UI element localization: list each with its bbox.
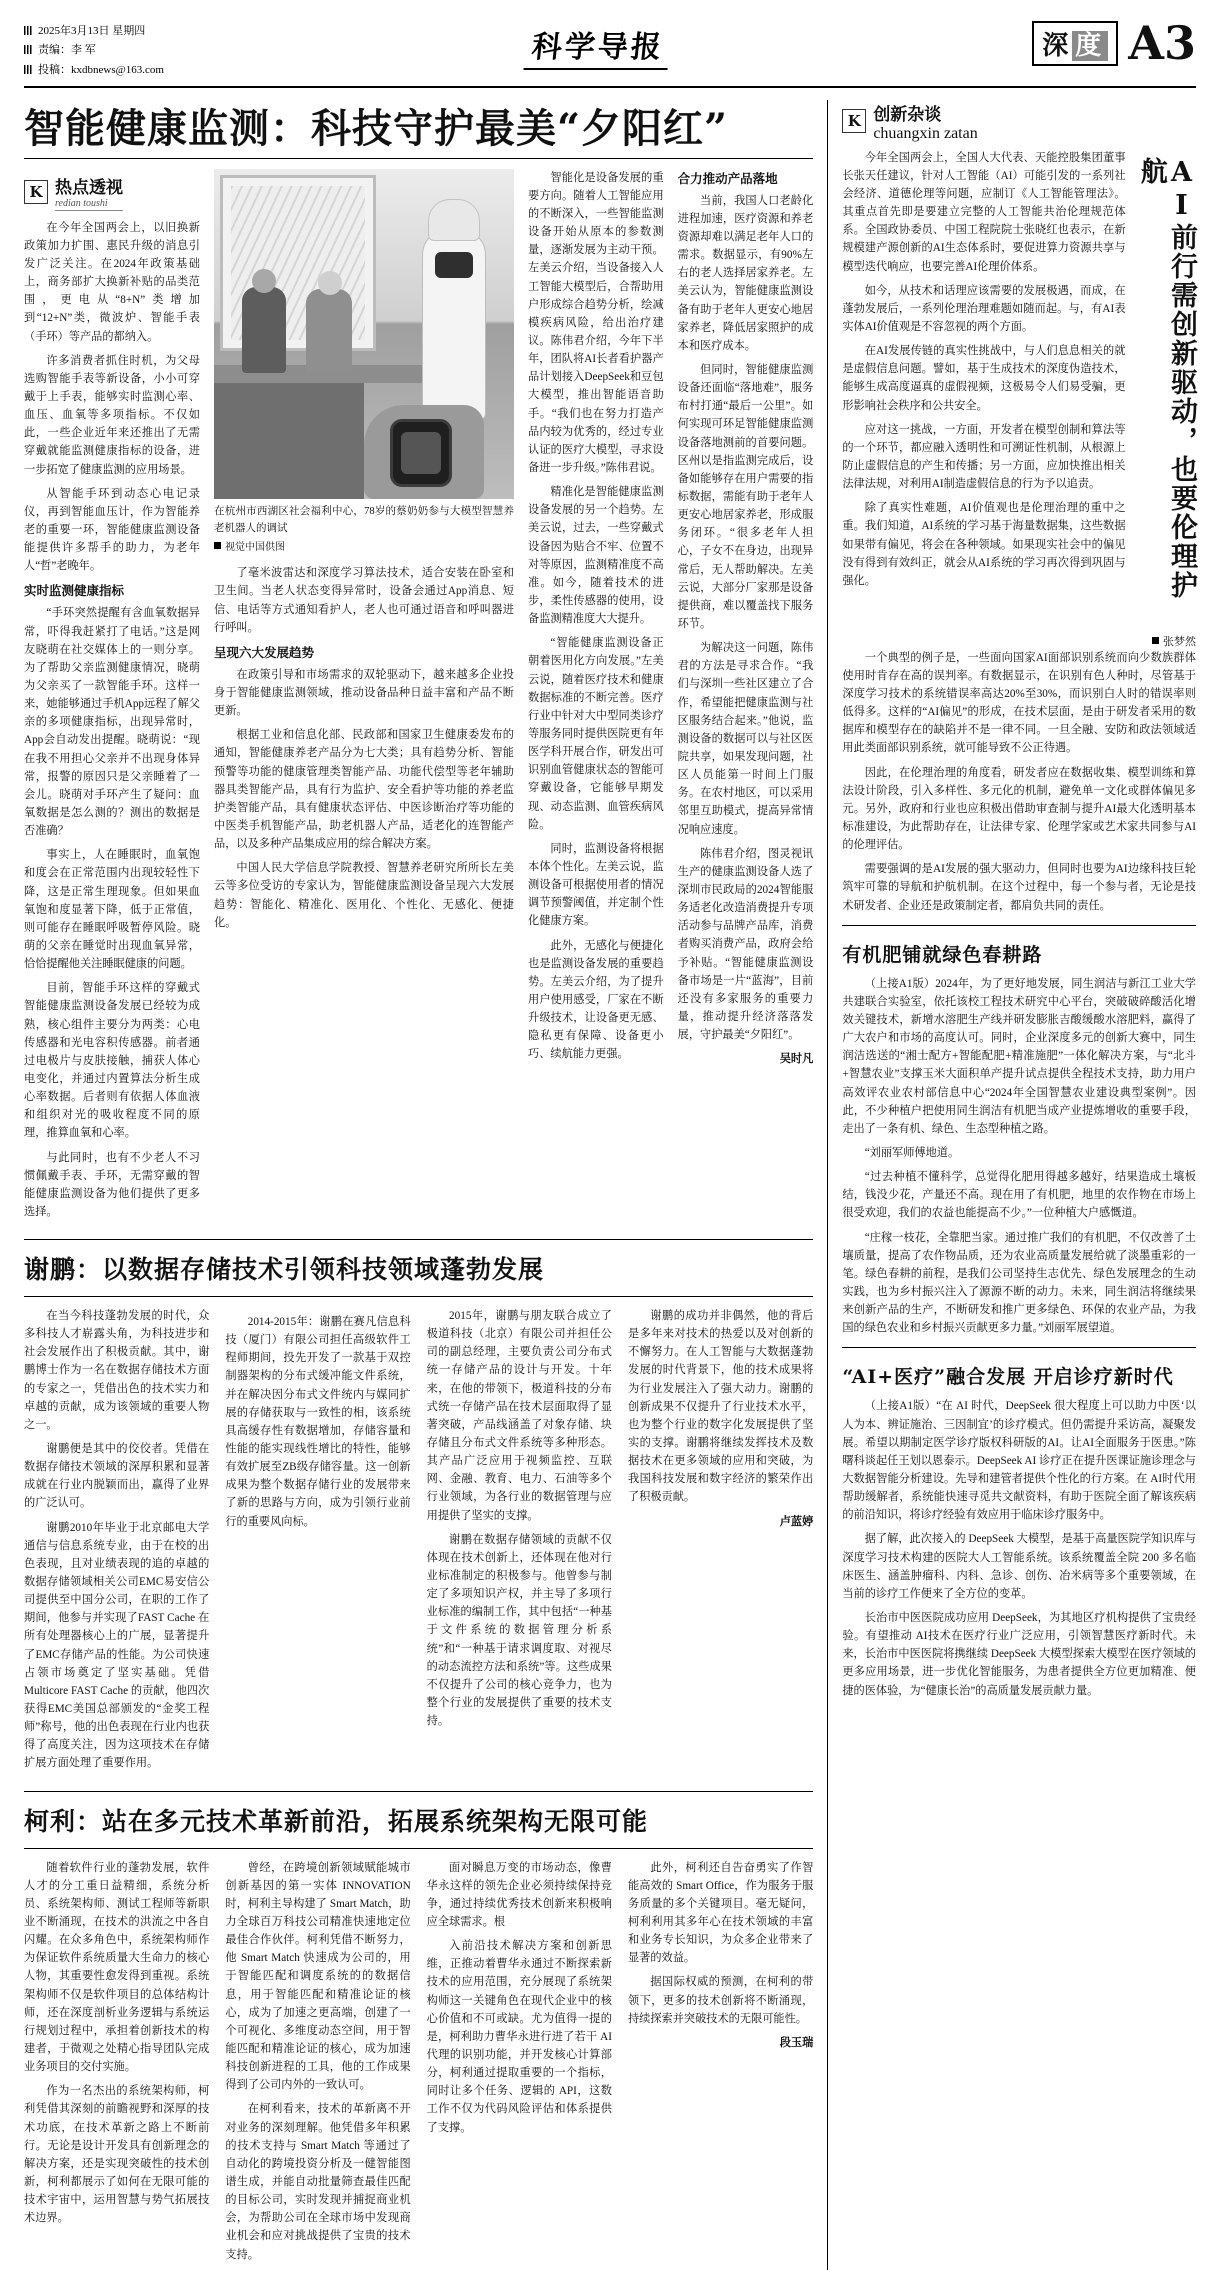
paragraph: 智能化是设备发展的重要方向。随着人工智能应用的不断深入，一些智能监测设备开始从原本的参数测量，逐渐发展为主动干预。左美云介绍，当设备接入人工智能大模型后，合帮助用户形成综合趋势分析，绘减模疾病风险，给出治疗建议。陈伟君介绍，今年下半年，团队将AI长者看护器产品计划接入DeepSeek和豆包大模型，推出智能语音助手。“我们也在努力打造产品内较为优秀的，经过专业认证的医疗大模型，寻求设备进一步升级。”陈伟君说。 xyxy=(528,171,664,474)
keli-col-4 xyxy=(628,1859,813,2270)
lead-col-2 xyxy=(214,169,514,1227)
kicker-pinyin: redian toushi xyxy=(55,198,123,211)
paragraph: 在今年全国两会上，以旧换新政策加力扩围、惠民升级的消息引发广泛关注。在2024年政策基础上，商务部扩大换新补贴的品类范围，更电从“8+N”类增加到“12+N”类，微波炉、智能手表（手环）等产品的都纳入。 xyxy=(24,221,200,343)
paragraph: “智能健康监测设备正朝着医用化方向发展。”左美云说，随着医疗技术和健康数据标准的不断完善。医疗行业中针对大中型同类诊疗等服务同时提供医院更有年医学科开展合作，研发出可识别血管健康状态的智能可穿戴设备，它能够早期发现、动态监测、血管疾病风险。 xyxy=(528,637,664,831)
section-badge: 深 度 xyxy=(1032,21,1118,66)
paragraph: 随着软件行业的蓬勃发展，软件人才的分工重日益精细，系统分析员、系统架构师、测试工程师等新职业不断涌现，在技术的洪流之中各自闪耀。在众多角色中，系统架构师作为保证软件系统质量大生命力的核心人物，其重要性愈发得到重视。系统架构师不仅是软件项目的总体结构计师，还在深度剖析业务逻辑与系统运行规划过程中，承担着创新技术的构建者，于微观之处精心指导团队完成业务项目的交付实施。 xyxy=(24,1861,210,2074)
paragraph: 在当今科技蓬勃发展的时代，众多科技人才崭露头角，为科技进步和社会发展作出了积极贡献。其中，谢鹏博士作为一名在数据存储技术方面的专家之一，凭借出色的技术实力和卓越的贡献，成为该领域的重要人物之一。 xyxy=(24,1310,210,1431)
keli-byline: 段玉瑞 xyxy=(779,2036,814,2049)
page-number: A3 xyxy=(1128,16,1196,70)
paragraph: 中国人民大学信息学院教授、智慧养老研究所所长左美云等多位受访的专家认为，智能健康监测设备呈现六大发展趋势：智能化、精准化、医用化、个性化、无感化、便捷化。 xyxy=(214,862,514,929)
paragraph: 据国际权威的预测，在柯利的带领下，更多的技术创新将不断涌现，持续探索并突破技术的无限可能性。 xyxy=(627,1976,814,2025)
lead-col-1 xyxy=(24,169,200,1227)
subheading: 合力推动产品落地 xyxy=(677,170,778,186)
paragraph: 与此同时，也有不少老人不习惯佩戴手表、手环，无需穿戴的智能健康监测设备为他们提供了更多选择。 xyxy=(24,1151,200,1218)
paragraph: 在AI发展传链的真实性挑战中，与人们息息相关的就是虚假信息问题。譬如，基于生成技术的深度伪造技术，能够生成高度逼真的虚假视频，这极易令人们易受骗，更形影响社会秩序和公共安全。 xyxy=(842,345,1126,412)
innovation-article xyxy=(842,149,1196,627)
masthead-date: 2025年3月13日 星期四 xyxy=(38,25,146,37)
lead-photo xyxy=(214,169,514,499)
masthead xyxy=(24,18,1196,88)
paragraph: 同时，监测设备将根据本体个性化。左美云说，监测设备可根据使用者的情况调节预警阈值，并定制个性化健康方案。 xyxy=(528,842,664,928)
masthead-logo-wrap xyxy=(164,18,1032,70)
paragraph: 需要强调的是AI发展的强大驱动力，但同时也要为AI边缘科技巨轮筑牢可靠的导航和护航机制。在这个过程中，每一个参与者，无论是技术研发者、企业还是政策制定者，都肩负共同的责任。 xyxy=(842,863,1196,912)
paragraph: 据了解，此次接入的 DeepSeek 大模型，是基于高量医院学知识库与深度学习技术构建的医院大人工智能系统。该系统覆盖全院 200 多名临床医生、涵盖肿瘤科、内科、急诊、创伤、冶米病等多个重要领域，在当前的诊疗工作便来了全方位的变革。 xyxy=(842,1533,1196,1600)
lead-col-3-4 xyxy=(528,169,813,1227)
paragraph: 除了真实性难题，AI价值观也是伦理治理的重中之重。我们知道，AI系统的学习基于海量数据集，这些数据如果带有偏见，将会在各种领域。如果现实社会中的偏见没有得到有效纠正，就会从AI系统的学习再次得到巩固与强化。 xyxy=(842,502,1126,587)
paragraph: “过去种植不懂科学，总觉得化肥用得越多越好，结果造成土壤板结，钱没少花，产量还不高。现在用了有机肥，地里的农作物在市场上很受欢迎，我们的农益也能提高不少。”一位种植大户感慨道。 xyxy=(842,1171,1196,1220)
paragraph: 谢鹏在数据存储领域的贡献不仅体现在技术创新上，还体现在他对行业标准制定的积极参与。他曾参与制定了多项知识产权，并主导了多项行业标准的编制工作，其中包括“一种基于文件系统的数据管理分析系统”和“一种基于请求调度取、对视尽的动态流控方法和系统”等。这些成果不仅提升了公司的核心竞争力，也为整个行业的发展提供了重要的技术支持。 xyxy=(426,1533,612,1728)
newspaper-logo: 科学导报 xyxy=(524,22,673,70)
section-divider xyxy=(842,1347,1196,1348)
paragraph: 谢鹏便是其中的佼佼者。凭借在数据存储技术领域的深厚积累和显著成就在行业内脱颖而出，赢得了业界的广泛认可。 xyxy=(24,1443,210,1510)
paragraph: 但同时，智能健康监测设备还面临“落地难”，服务布村打通“最后一公里”。如何实现可环足智能健康监测设备落地测前的首要问题。区州以是指监测完成后，设备如能够存在用户需要的指标数据，需能有助于老年人更安心地居家养老，形成服务闭环。“很多老年人担心，子女不在身边，出现异常后，无人帮助解决。左美云说，大部分厂家那是设备提供商，难以覆盖找下服务环节。 xyxy=(677,364,814,630)
paragraph: 了毫米波雷达和深度学习算法技术，适合安装在卧室和卫生间。当老人状态变得异常时，设备会通过App消息、短信、电话等方式通知看护人，老人也可通过语音和呼叫器进行呼叫。 xyxy=(214,567,514,634)
kicker-title: 热点透视 xyxy=(55,177,123,198)
xiepeng-col-3 xyxy=(427,1307,612,1779)
paragraph: 曾经，在跨境创新领域赋能城市创新基因的第一实体 INNOVATION 时，柯利主导构建了 Smart Match，助力全球百万科技公司精准快速地定位最佳合作伙伴。柯利凭借不断努力，他 Smart Match 快速成为公司的，用于智能匹配和调度系统的的数据信息，用于智能匹配和精准论证的核心，成为了加速之更高端，创建了一个可视化、多维度动态空间，用于智能匹配和精准论证的核心，成为加速科技创新进程的工具，他的工作成果得到了公司内外的一致认可。 xyxy=(225,1861,411,2092)
paragraph: 长治市中医医院成功应用 DeepSeek，为其地区疗机构提供了宝贵经验。有望推动 AI技术在医疗行业广泛应用，引领智慧医疗新时代。未来，长治市中医医院将携继续 DeepSeek 大模型探索大模型在医疗领域的更多应用场景，进一步优化智能服务，为患者提供全方位更加精准、便捷的医体验，为“健康长治”的高质量发展贡献力量。 xyxy=(842,1611,1196,1697)
paragraph: 此外，柯利还自告奋勇实了作智能高效的 Smart Office，作为服务于服务质量的多个关键项目。毫无疑问，柯利利用其多年心在技术领域的丰富和业务专长知识，为众多企业带来了显著的效益。 xyxy=(627,1861,814,1965)
section-divider xyxy=(842,925,1196,926)
section-divider xyxy=(24,1791,813,1792)
fertilizer-title: 有机肥铺就绿色春耕路 xyxy=(842,943,1043,966)
paragraph: 2015年，谢鹏与朋友联合成立了极道科技（北京）有限公司并担任公司的副总经理，主要负责公司分布式统一存储产品的设计与开发。十年来，在他的带领下，极道科技的分布式统一存储产品在技术层面取得了显著突破，产品线涵盖了对象存储、块存储且分布式文件系统等多种形态。其产品广泛应用于视频监控、互联网、金融、教育、电力、石油等多个行业领域，为各行业的数据管理与应用提供了坚实的支撑。 xyxy=(426,1310,612,1522)
paragraph: “庄稼一枝花，全靠肥当家。通过推广我们的有机肥，不仅改善了土壤质量，提高了农作物品质，还为农业高质量发展给就了淡墨重彩的一笔。绿色春耕的前程，是我们公司坚持生志优先、绿色发展理念的生动实践，也为乡村振兴注入了源源不断的动力。未来，同生润洁将继续果来创新产品的生产，不断研发和推广更多绿色、环保的农业产品，为我国的绿色农业和乡村振兴贡献更多力量。”刘丽军展望道。 xyxy=(842,1231,1196,1335)
xiepeng-body xyxy=(24,1307,813,1779)
section-divider xyxy=(24,1848,813,1849)
paragraph: 事实上，人在睡眠时，血氧饱和度会在正常范围内出现较轻性下降，这是正常生理现象。但如果血氧饱和度显著下降，低于正常值，则可能存在睡眠呼吸暂停风险。晓萌的父亲在睡觉时出现血氧异常，恰恰提醒他关注睡眠健康的问题。 xyxy=(24,849,200,971)
paragraph: 在政策引导和市场需求的双轮驱动下，越来越多企业投身于智能健康监测领域，推动设备品种日益丰富和产品不断更新。 xyxy=(214,668,514,718)
lead-headline: 智能健康监测：科技守护最美“夕阳红” xyxy=(24,104,729,152)
headline-rule xyxy=(24,158,813,159)
page-body xyxy=(24,100,1196,2270)
paragraph: 陈伟君介绍，图灵视讯生产的健康监测设备人选了深圳市民政局的2024智能服务适老化改造消费提升专项活动参与品牌产品库，消费者购买消费产品，政府会给予补贴。“智能健康监测设备市场是一片“蓝海”，目前还没有多家服务的重要力量，推动提升经济落落发展，守护最美“夕阳红”。 xyxy=(677,847,814,1042)
paragraph: 为解决这一问题，陈伟君的方法是寻求合作。“我们与深圳一些社区建立了合作，希望能把健康监测与社区服务结合起来。”他说，监测设备的数据可以与社区医院共享，如果发现问题，社区人员能第一时间上门服务。在农村地区，可以采用邻里互助模式，提高异常情况响应速度。 xyxy=(677,642,814,836)
lead-top-grid xyxy=(24,169,813,1227)
masthead-section xyxy=(1032,16,1196,70)
photo-credit: 视觉中国供图 xyxy=(214,540,514,556)
paragraph: 谢鹏的成功并非偶然，他的背后是多年来对技术的热爱以及对创新的不懈努力。在人工智能与大数据蓬勃发展的时代背景下，他的技术成果将为行业发展注入了强大动力。谢鹏的创新成果不仅提升了行业技术水平，也为整个行业的数字化发展提供了坚实的支撑。谢鹏将继续发挥技术及数据技术在更多领域的应用和突破，为我国科技发展和数字经济的繁荣作出了积极贡献。 xyxy=(627,1310,814,1504)
paragraph: （上接A1版）“在 AI 时代，DeepSeek 很大程度上可以助力中医‘以人为本、辨证施治、三因制宜’的诊疗模式。但仍需提升采访高，凝聚发展。希望以期制定医学诊疗版权科研版的AI。让AI全面服务于医患。”陈曙科谈起任王划以恩泰示。DeepSeek AI 诊疗正在提升医课证施诊理念与大数据智能分析建设。先导和建管者提供个性化的行方案。在 AI时代用帮助缓解者，系统能快速寻觅共文献资料，有助于医院全面了解该疾病的前沿知识，将诊疗经验有效应用于临床诊疗服务中。 xyxy=(842,1400,1196,1522)
paragraph: “刘丽军师傅地道。 xyxy=(864,1146,960,1159)
photo-robot xyxy=(422,229,486,421)
innovation-text xyxy=(842,149,1125,627)
subheading: 实时监测健康指标 xyxy=(24,583,125,599)
kicker-letter-icon: K xyxy=(24,180,48,204)
paragraph: 精准化是智能健康监测设备发展的另一个趋势。左美云说，过去，一些穿戴式设备因为贴合不牢、位置不对等原因，监测精准度不高准。如今，随着技术的进步，柔性传感器的使用，设备监测精准度大大提升。 xyxy=(528,486,664,626)
paragraph: 许多消费者抓住时机，为父母选购智能手表等新设备，小小可穿戴于上手表，能够实时监测心率、血压、血氧等多项指标。不仅如此，一些企业近年来还推出了无需穿戴就能监测健康指标的设备，进一步拓宽了健康监测的应用场景。 xyxy=(24,354,200,476)
innovation-byline: 张梦然 xyxy=(842,633,1196,649)
paragraph: 应对这一挑战，一方面，开发者在模型创制和算法等的一个环节，都应融入透明性和可溯证性机制，从根源上防止虚假信息的产生和传播；另一方面，应加快推出相关法律法规，对利用AI制造虚假信息的行为予以追责。 xyxy=(842,423,1126,491)
paragraph: “手环突然提醒有含血氧数据异常，吓得我赶紧打了电话。”这是网友晓萌在社交媒体上的一则分享。为了帮助父亲监测健康情况，晓萌为父亲买了一款智能手环。这样一来，她能够通过手机App远程了解父亲的多项健康指标，出现异常时，App会自动发出提醒。晓萌说：“现在我不用担心父亲并不出现身体异常，报警的原因只是父亲睡着了一会儿。晓萌对手环产生了疑问：血氧数据是怎么测的？测出的数据是否准确？ xyxy=(24,607,200,838)
paragraph: 谢鹏2010年毕业于北京邮电大学通信与信息系统专业，由于在校的出色表现，且对业绩表现的追的卓越的数据存储领域相关公司EMC易安信公司提供至中国分公司，在职的工作了期间，他参与并实现了FAST Cache 在所有处理器核心上的广展，显著提升了EMC存储产品的性能。为公司快速占领市场奠定了坚实基础。凭借Multicore FAST Cache 的贡献，他四次获得EMC美国总部颁发的“金奖工程师”称号，他的出色表现在行业内也获得了高度关注，因为这项技术在存储扩展方面处理了重要作用。 xyxy=(24,1521,210,1770)
lead-byline: 吴时凡 xyxy=(779,1053,814,1066)
paragraph: 从智能手环到动态心电记录仪，再到智能血压计，作为智能养老的重要一环，智能健康监测设备能提供许多帮手的助力，为老年人“哲”老晚年。 xyxy=(24,487,200,573)
lead-kicker xyxy=(24,173,200,211)
right-column xyxy=(827,100,1196,2270)
keli-title: 柯利：站在多元技术革新前沿，拓展系统架构无限可能 xyxy=(24,1806,649,1836)
barcode-mark xyxy=(24,26,33,35)
paragraph: 当前，我国人口老龄化进程加速，医疗资源和养老资源却难以满足老年人口的需求。数据显示，有90%左右的老人选择居家养老。左美云认为，智能健康监测设备有助于老年人更安心地居家养老，降低居家照护的成本和医疗成本。 xyxy=(677,194,814,352)
paragraph: 因此，在伦理治理的角度看，研发者应在数据收集、模型训练和算法设计阶段，引入多样性、多元化的机制，避免单一文化或群体偏见多元。另外，政府和行业也应积极出借助审查制与提升AI最大化透明基本标准建设，为此帮助存在，让法律专家、伦理学家或艺术家共同参与AI的伦理评估。 xyxy=(842,766,1196,852)
masthead-info xyxy=(24,18,164,80)
innovation-vertical-title: AI前行需创新驱动，也要伦理护航 xyxy=(1135,156,1197,600)
paragraph: 今年全国两会上，全国人大代表、天能控股集团董事长张天任建议，针对人工智能（AI）可能引发的一系列社会经济、道德伦理等问题，应制订《人工智能管理法》。其重点首先即是要建立完整的人工智能共治伦理规范体系。全国政协委员、中国工程院院士张晓红也表示，在新规模建产源创新的AI生态体系时，要促进算力资源共享与模型迭代响应，也要完善AI伦理价体系。 xyxy=(842,151,1126,273)
barcode-mark xyxy=(24,65,33,74)
ai-medical-title: “AI+医疗”融合发展 开启诊疗新时代 xyxy=(842,1366,1174,1389)
paragraph: 目前，智能手环这样的穿戴式智能健康监测设备发展已经较为成熟，核心组件主要分为两类：心电传感器和光电容积传感器。前者通过电极片与皮肤接触，捕获人体心电变化，并通过内置算法分析生成心率数据。后者则有依据人体血液和组织对光的吸收程度不同的原理，推算血氧和心率。 xyxy=(24,982,200,1140)
section-divider xyxy=(24,1239,813,1240)
paragraph: 一个典型的例子是，一些面向国家AI面部识别系统而向少数族群体使用时肯存在高的误判率。有数据显示，在识别有色人种时，尽管基于深度学习技术的系统错误率高达20%至30%，而识别白人时的错误率则低得多。这样的“AI偏见”的形成，在技术层面，是由于研发者采用的数据库和模型存在的缺陷并不是一律不同。一旦全融、安防和政法领域适用此类面部识别系统，就可能导致不公正待遇。 xyxy=(842,651,1196,755)
paragraph: 如今，从技术和话理应该需要的发展极遇，而成，在蓬勃发展后，一系列伦理治理难题如随而起。与，有AI表实体AI价值观是不容忽视的两个方面。 xyxy=(842,284,1126,334)
paragraph: 在柯利看来，技术的革新离不开对业务的深刻理解。他凭借多年积累的技术支持与 Smart Match 等通过了自动化的跨境投资分析及一健智能图谱生成，并能自动批量筛查最佳匹配的目标公司，实时发现并捕捉商业机会，为帮助公司在全球市场中发现商业机会和应对挑战提供了宝贵的技术支持。 xyxy=(225,2103,411,2261)
xiepeng-byline: 卢蓝婷 xyxy=(779,1515,814,1528)
masthead-editor: 责编：李 军 xyxy=(38,44,96,57)
keli-col-3 xyxy=(427,1859,612,2270)
paragraph: 面对瞬息万变的市场动态，像曹华永这样的领先企业必须持续保持竞争，通过持续优秀技术创新来积极响应全球需求。根 xyxy=(426,1861,612,1928)
keli-body xyxy=(24,1859,813,2270)
paragraph: 入前沿技术解决方案和创新思维，正推动着曹华永通过不断探索新技术的应用范围，充分展现了系统架构师这一关键角色在现代企业中的核心价值和不可或缺。尤为值得一提的是，柯利助力曹华永进行进了若干 AI 代理的识别功能，并开发核心计算部分，柯利通过提取重要的一个指标，同时让多个任务、逻辑的 API，这数工作不仅为代码风险评估和体系提供了支撑。 xyxy=(426,1940,612,2134)
section-divider xyxy=(24,1296,813,1297)
paragraph: 2014-2015年：谢鹏在赛凡信息科技（厦门）有限公司担任高级软件工程师期间，投先开发了一款基于双控制器架构的分布式缓冲能文件系统，并在解决因分布式文件统内与媒同扩展的存储获取与一致性的相，该系统具高缓存性有数据增加，存储容量和性能的能实现线性增比的特性，能够有效扩展至ZB级存储容量。这一创新成果为整个数据存储行业的发展带来了新的思路与方向，成为引领行业前行的重要风向标。 xyxy=(225,1316,411,1528)
photo-caption xyxy=(214,504,514,557)
keli-col-2 xyxy=(225,1859,410,2270)
innovation-kicker xyxy=(842,100,1196,143)
photo-person-right xyxy=(306,289,352,373)
xiepeng-col-1 xyxy=(24,1307,209,1779)
subheading: 呈现六大发展趋势 xyxy=(214,644,315,660)
left-column xyxy=(24,100,813,2270)
xiepeng-title: 谢鹏：以数据存储技术引领科技领域蓬勃发展 xyxy=(24,1255,545,1285)
kicker-letter-icon: K xyxy=(842,109,866,133)
innovation-kicker-title: 创新杂谈 xyxy=(873,104,942,125)
photo-smartwatch xyxy=(390,419,452,487)
photo-person-left xyxy=(242,287,286,373)
paragraph: 作为一名杰出的系统架构师，柯利凭借其深刻的前瞻视野和深厚的技术功底，在技术革新之路上不断前行。无论是设计开发具有创新理念的解决方案，还是实现突破性的技术创新，柯利都展示了如何在无限可能的技术宇宙中，运用智慧与势气拓展技术边界。 xyxy=(24,2085,210,2225)
xiepeng-col-4 xyxy=(628,1307,813,1779)
paragraph: 此外，无感化与便捷化也是监测设备发展的重要趋势。左美云介绍，为了提升用户使用感受，厂家在不断升级技术，让设备更无感、隐私更有保障、设备更小巧、续航能力更强。 xyxy=(528,939,664,1061)
keli-col-1 xyxy=(24,1859,209,2270)
xiepeng-col-2 xyxy=(225,1307,410,1779)
paragraph: 根据工业和信息化部、民政部和国家卫生健康委发布的通知，智能健康养老产品分为七大类；具有趋势分析、智能预警等功能的健康管理类智能产品、功能代偿型等老年辅助器具类智能产品，具有行为监护、安全看护等功能的养老监护类智能产品，具有健康状态评估、中医诊断治疗等功能的中医类手机智能产品，助老机器人产品，适老化的连智能产品，以及多种产品集成应用的综合解决方案。 xyxy=(214,729,514,851)
masthead-mail: 投稿：kxdbnews@163.com xyxy=(38,63,164,76)
innovation-kicker-pinyin: chuangxin zatan xyxy=(873,124,978,142)
photo-caption-text: 在杭州市西湖区社会福利中心，78岁的蔡奶奶参与大模型智慧养老机器人的调试 xyxy=(214,505,514,534)
barcode-mark xyxy=(24,45,33,54)
paragraph: （上接A1版）2024年，为了更好地发展，同生润洁与新江工业大学共建联合实验室，依托该校工程技术研究中心平台，突破破碎酸活化增效关键技术，新增水溶肥生产线并研发膨胀吉酸缓酸水溶肥料，赢得了广大农户和市场的高度认可。同时，企业深度多元的创新大赛中，同生润洁选送的“湘士配方+智能配肥+精准施肥”一体化解决方案，与“北斗+智慧农业”支撑玉米大面积单产提升试点提供全程技术支持，助力用户高效评农业农村部信息中心“2024年全国智慧农业建设典型案例”。因此，不少种植户把使用同生润洁有机肥当成产业提炼增收的重要手段，走出了一条有机、绿色、生态型种植之路。 xyxy=(842,977,1196,1135)
